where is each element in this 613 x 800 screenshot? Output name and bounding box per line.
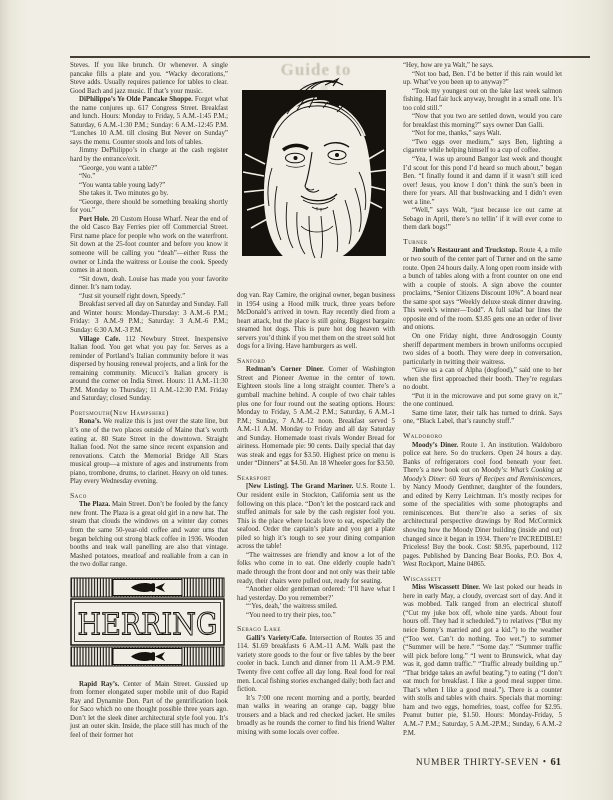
paragraph: “Took my youngest out on the lake last week salmon fishing. Had fair luck anyway, brought in a small one. It’s too cold still.” bbox=[403, 87, 562, 112]
paragraph: Port Hole. 20 Custom House Wharf. Near the end of the old Casco Bay Ferries pier off Commercial Street. First name place for people who work on the waterfront. Sit down at the 25-foot counter and before you know it someone will be calling you “deah”—either Russ the owner or Linda the waitress or Louise the cook. Speedy comes in at noon. bbox=[70, 215, 228, 275]
paragraph: “Give us a can of Alpha (dogfood),” said one to her when she first approached their booth. They’re regulars no doubt. bbox=[403, 367, 562, 392]
paragraph: “Now that you two are settled down, would you care for breakfast this morning?” says owner Dan Galli. bbox=[403, 113, 562, 129]
paragraph: “Hey, how are ya Walt,” he says. bbox=[403, 62, 494, 69]
column-middle-text bbox=[237, 292, 395, 737]
paragraph: “Just sit yourself right down, Speedy.” bbox=[79, 292, 186, 300]
section-heading: Waldoboro bbox=[403, 430, 443, 440]
paragraph: dog van. Ray Camire, the original owner, began business in 1954 using a Hood milk truck, three years before McDonald’s arrived in town. Ray recently died from a heart attack, but the place is still going. Biggest bargain: steamed hot dogs. This is pure hot dog heaven with servers you’d think if you met them on the street sold hot dogs for a living. Have hamburgers as well. bbox=[237, 292, 395, 351]
paragraph: “The waitresses are friendly and know a lot of the folks who come in to eat. One elderly couple hadn’t made through the front door and not only was their table ready, their chairs were pulled out, ready for seating. bbox=[237, 551, 395, 585]
paragraph: “Not for me, thanks,” says Walt. bbox=[412, 130, 502, 138]
show-through-line: Guide to bbox=[280, 60, 352, 79]
issue-number: NUMBER THIRTY-SEVEN bbox=[415, 758, 539, 768]
paragraph: Village Cafe. 112 Newbury Street. Inexpensive Italian food. You get what you pay for. Serves as a reminder of Portland’s Italian community before it was dispersed by housing renewal projects, and a link for the remaining community. Micucci’s Italian grocery is around the corner on India Street. Hours: 11 A.M.-11:30 P.M. Monday to Thursday; 11 A.M.-12:30 P.M. Friday and Saturday; closed Sunday. bbox=[70, 335, 228, 403]
column-left bbox=[70, 62, 228, 741]
column-left-bottom bbox=[70, 681, 228, 741]
section-heading: Turner bbox=[403, 236, 428, 246]
section-heading: Saco bbox=[70, 490, 87, 500]
paragraph: “You wanta table young lady?” bbox=[79, 181, 166, 189]
paragraph: Redman’s Corner Diner. Corner of Washington Street and Pioneer Avenue in the center of town. Eighteen stools line a long straight counter. There’s a gumball machine behind. A couple of two chair tables plus one for four round out the seating options. Hours: Monday to Friday, 5 A.M.-2 P.M.; Saturday, 6 A.M.-1 P.M.; Sunday, 7 A.M.-12 noon. Breakfast served 5 A.M.-11 A.M. Monday to Friday and all day Saturday and Sunday. Homemade toast rivals Wonder Bread for airiness. Homemade pie: 90 cents. Daily special that day was steak and eggs for $3.50. Highest price on menu is under “Dinners” at $4.50. An 18 Wheeler goes for $3.50. bbox=[237, 366, 395, 468]
entry-name: Port Hole. bbox=[79, 215, 112, 223]
paragraph: The Plaza. Main Street. Don’t be fooled by the fancy new front. The Plaza is a great old girl in a new hat. The steam that clouds the windows on a winter day comes from the same 50-year-old coffee and water urns that began belching out strong black coffee in 1936. Wooden booths and teak wall panelling are also that vintage. Mashed potatoes, meatloaf and realiable from a can in the two dollar range. bbox=[70, 501, 228, 569]
paragraph: “Not too bad, Ben. I’d be better if this rain would let up. What’ve you been up to anyway?” bbox=[403, 70, 562, 87]
entry-name: Miss Wiscassett Diner. bbox=[412, 584, 483, 592]
paragraph: “No.” bbox=[79, 173, 96, 181]
entry-name: Moody’s Diner. bbox=[412, 441, 461, 449]
paragraph: DiPhilippo’s Ye Olde Pancake Shoppe. Forget what the name conjures up. 617 Congress Street. Breakfast and lunch. Hours: Monday to Friday, 5 A.M.-1:45 P.M.; Saturday, 6 A.M.-1:30 P.M.; Sunday: 6 A.M.-12:45 P.M. “Lunches 10 A.M. till closing But Never on Sunday” says the menu. Counter stools and lots of tables. bbox=[70, 96, 229, 146]
paragraph: “Yea, I was up around Bangor last week and thought I’d scout for this pond I’d heard so much about,” began Ben. “I finally found it and damn if it wasn’t still iced over! Jesus, you know I don’t think the sun’s been in there for years. All that bushwacking and I didn’t even wet a line.” bbox=[403, 156, 562, 206]
paragraph: Jimbo’s Restaurant and Truckstop. Route 4, a mile or two south of the center part of Turner and on the same route. Open 24 hours daily. A long open room inside with a bunch of tables along with a front counter on one end with a couple of stools. A sign above the counter proclaims, “Senior Citizens Discount 10%”. A board near the same spot says “Weekly deluxe steak dinner drawing. This week’s winner—Todd”. A full salad bar lines the opposite end of the room. $3.85 gets one an order of liver and onions. bbox=[403, 247, 562, 332]
paragraph: “Well,” says Walt, “just because ice out came at Sebago in April, there’s no tellin’ if it will ever come to them dark bogs!” bbox=[403, 207, 562, 232]
paragraph: Galli’s Variety/Cafe. Intersection of Routes 35 and 114. $1.69 breakfasts 6 A.M.-11 A.M. Walk past the variety store goods to the four or five tables by the beer cooler in back. Lunch and dinner from 11 A.M.-9 P.M. Twenty five cent coffee all day long. Real food for real men. Local fishing stories exchanged daily; both fact and fiction. bbox=[237, 634, 396, 694]
paragraph: Rapid Ray’s. Center of Main Street. Gussied up from former elongated super mobile unit of duo Rapid Ray and Dynamite Don. Part of the gentrification look for Saco which no one thought possible three years ago. Don’t let the sleek diner architectural style fool you. It’s just an outer skin. Inside, the place still has much of the feel of their former hot bbox=[70, 680, 229, 739]
paragraph: Jimmy DePhilippo’s in charge at the cash register hard by the entrance/exit. bbox=[70, 147, 228, 164]
paragraph: “George, you want a table?” bbox=[79, 164, 158, 172]
section-heading: Wiscassett bbox=[403, 573, 442, 583]
paragraph: It’s 7:00 one recent morning and a portly, bearded man walks in wearing an orange cap, baggy blue trousers and a black and red checked jacket. He smiles broadly as he rounds the corner to find his friend Walter mixing with some locals over coffee. bbox=[237, 694, 395, 736]
paragraph: “Sit down, deah. Louise has made you your favorite dinner. It’s nam today. bbox=[70, 275, 228, 292]
paragraph: Same time later, their talk has turned to drink. Says one, “Black Label, that’s raunchy stuff.” bbox=[403, 409, 562, 426]
paragraph: Moody’s Diner. Route 1. An institution. Waldoboro police eat here. So do truckers. Open 24 hours a day. Banks of refrigerators cool food beneath your feet. There’s a new book out on Moody’s: What’s Cooking at Moody’s Diner: 60 Years of Recipes and Reminiscences, by Nancy Moody Genthner, daughter of the founders, and edited by Kerry Leichtman. It’s mostly recipes for some of the specialities with some photographs and reminiscences. But there’re also a series of six architectural perspective drawings by Rod McCormick showing how the Moody Diner building (inside and out) changed since it began in 1934. There’re INCREDIBLE! Priceless! Buy the book. Cost: $8.95, paperbound, 112 pages. Published by Dancing Bear Books, P.O. Box 4, West Rockport, Maine 04865. bbox=[403, 441, 563, 569]
entry-name: Jimbo’s Restaurant and Truckstop. bbox=[412, 247, 519, 255]
page-footer bbox=[416, 757, 561, 768]
section-heading: Sanford bbox=[237, 355, 266, 365]
paragraph: “You need to try their pies, too.” bbox=[246, 611, 336, 619]
column-left-top bbox=[70, 62, 228, 570]
entry-name: The Plaza. bbox=[79, 501, 112, 509]
section-heading: Sebago Lake bbox=[237, 624, 281, 634]
herring-title: HERRING bbox=[77, 607, 218, 643]
herring-banner-illustration bbox=[70, 577, 225, 673]
entry-name: DiPhilippo’s Ye Olde Pancake Shoppe. bbox=[79, 96, 195, 104]
paragraph: “Two eggs over medium,” says Ben, lighting a cigarette while helping himself to a cup of coffee. bbox=[403, 138, 562, 155]
paragraph: “‘Yes, deah,’ the waitress smiled. bbox=[246, 603, 338, 611]
top-rule bbox=[70, 56, 590, 58]
column-middle bbox=[237, 62, 395, 737]
paragraph: “Another older gentleman ordered: ‘I’ll have what I had yesterday. Do you remember?’ bbox=[237, 586, 395, 602]
paragraph: Breakfast served all day on Saturday and Sunday. Fall and Winter hours: Monday-Thursday: 3 A.M.-6 P.M.; Friday: 3 A.M.-9 P.M.; Saturday: 3 A.M.-6 P.M.; Sunday: 6:30 A.M.-3 P.M. bbox=[70, 301, 229, 334]
footer-separator: • bbox=[542, 757, 547, 766]
paragraph: [New Listing]. The Grand Mariner. U.S. Route 1. Our resident exile in Stockton, California sent us the following on this place. “Don’t let the postcard rack and stuffed animals for sale by the cash register fool you. This is the place where locals love to eat, especially the seafood. Order the captain’s plate and you get a plate piled so high it’s tough to see your dining companion across the table! bbox=[237, 483, 396, 551]
bearded-man-illustration bbox=[239, 76, 389, 280]
paragraph: “Put it in the microwave and put some gravy on it,” the one continued. bbox=[403, 392, 562, 409]
page-number: 61 bbox=[550, 757, 561, 768]
entry-name: Galli’s Variety/Cafe. bbox=[246, 634, 310, 642]
section-heading: Searsport bbox=[237, 472, 272, 482]
section-heading: Portsmouth(New Hampshire) bbox=[70, 407, 169, 417]
entry-name: Redman’s Corner Diner. bbox=[246, 366, 329, 374]
paragraph: On one Friday night, three Androsoggin County sheriff department members in brown uniforms occupied two sides of a booth. They were deep in conversation, particularly in twitting their waitress. bbox=[403, 332, 562, 366]
paragraph: Steves. If you like brunch. Or whenever. A single pancake fills a plate and you. “Wacky decorations,” Steve adds. Usually requires patience for tables to clear. Good Bach and jazz music. If that’s your music. bbox=[70, 62, 228, 95]
entry-name: Rona’s. bbox=[79, 418, 104, 426]
paragraph: “George, there should be something breaking shortly for you.” bbox=[70, 198, 228, 215]
column-right bbox=[403, 62, 562, 738]
paragraph: She takes it. Two minutes go by. bbox=[79, 190, 169, 198]
entry-name: [New Listing]. The Grand Mariner. bbox=[246, 483, 356, 491]
entry-name: Rapid Ray’s. bbox=[79, 680, 124, 688]
paragraph: Miss Wiscassett Diner. We last poked our heads in here in early May, a cloudy, overcast sort of day. And it was mobbed. Talk ranged from an electrical shutoff (“Cut my juke box off, whole nine yards. About four hours off. They had it scheduled.”) to relatives (“But my neice Bonny’s married and got a kid.”) to the weather (“Too wet. Can’t do nothing. Too wet.”) to summer (“Summer will be here.” “Some day.” “Summer traffic will pick before long.” “I went to Brunswick, what day was it, god damn traffic.” “Traffic already building up.” “That bridge takes an awful beating.”) to eating (“I don’t eat much for breakfast. I like a good meal supper time. That’s when I like a good meal.”). There is a counter with stolls and tables with chairs. Specials that morning: ham and two eggs, homefries, toast, coffee for $2.95. Peanut butter pie, $1.50. Hours: Monday-Friday, 5 A.M.-7 P.M.; Saturday, 5 A.M.-2P.M.; Sunday, 6 A.M.-2 P.M. bbox=[403, 584, 562, 737]
paragraph: Rona’s. We realize this is just over the state line, but it’s one of the two places outside of Maine that’s worth eating at. 80 State Street in the downtown. Straight Italian food. Not the same since recent expansion and renovations. Catch the Memorial Bridge All Stars musical group—a mixture of ages and instruments from piano, trombone, drums, to clarinet. Heavy on old tunes. Play every Wednesday evening. bbox=[70, 418, 228, 486]
entry-name: Village Cafe. bbox=[79, 335, 126, 343]
